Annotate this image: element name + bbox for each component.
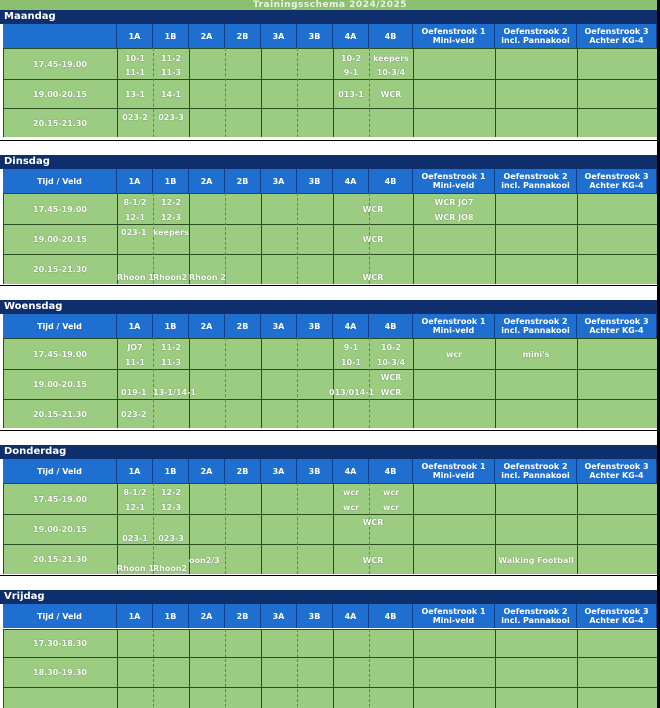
header-field-3b: 3B [297, 314, 333, 338]
donderdag-row1-block7[interactable] [577, 514, 657, 544]
cell-1a: 023-1 [121, 228, 147, 237]
cell-4b: WCR [380, 90, 402, 99]
gap-4 [0, 575, 660, 591]
header-oefenstrook-2-line1: Oefenstrook 2 [503, 607, 568, 616]
cell-1a: 11-1 [124, 68, 146, 77]
cell-4ab: WCR [362, 273, 384, 282]
header-oefenstrook-2 [495, 604, 577, 628]
header-field-3a: 3A [261, 604, 297, 628]
cell-1b: 13-1/14-1 [153, 388, 196, 397]
cell-oef2: mini's [522, 350, 550, 359]
header-oefenstrook-1-line1: Oefenstrook 1 [421, 462, 486, 471]
vrijdag-row1-block5[interactable] [413, 657, 495, 687]
cell-1a: 8-1/2 [123, 198, 147, 207]
header-oefenstrook-1-line1: Oefenstrook 1 [421, 27, 486, 36]
gap-2 [0, 285, 660, 301]
header-field-2a: 2A [189, 314, 225, 338]
header-oefenstrook-3 [577, 459, 657, 483]
woensdag-divider [297, 338, 298, 428]
header-oefenstrook-3-line1: Oefenstrook 3 [584, 462, 649, 471]
dinsdag-row1-block5[interactable] [413, 224, 495, 254]
header-oefenstrook-3-line2: Achter KG-4 [589, 616, 644, 625]
header-tijd-veld [3, 24, 117, 48]
woensdag-row1-block7[interactable] [577, 369, 657, 399]
header-tijd-veld: Tijd / Veld [3, 314, 117, 338]
header-field-3a: 3A [261, 24, 297, 48]
time-slot-0: 17.45-19.00 [33, 494, 87, 504]
header-field-3b: 3B [297, 169, 333, 193]
header-field-3b: 3B [297, 459, 333, 483]
maandag-row1-block7[interactable] [577, 79, 657, 108]
header-field-4b: 4B [369, 169, 413, 193]
header-oefenstrook-3 [577, 169, 657, 193]
cell-1a: 023-2 [121, 410, 147, 419]
header-field-1a: 1A [117, 314, 153, 338]
header-oefenstrook-3 [577, 604, 657, 628]
day-header-maandag: Maandag [0, 10, 660, 24]
woensdag-row2-block6[interactable] [495, 399, 577, 428]
time-slot-1: 19.00-20.15 [33, 235, 87, 244]
header-field-2b: 2B [225, 604, 261, 628]
cell-4ab: WCR [362, 518, 384, 527]
donderdag-row1-block5[interactable] [413, 514, 495, 544]
cell-4b: keepers [373, 54, 409, 63]
woensdag-row1-block6[interactable] [495, 369, 577, 399]
header-oefenstrook-1-line2: Mini-veld [432, 36, 475, 45]
cell-1b: 023-3 [158, 534, 184, 543]
header-oefenstrook-1 [413, 24, 495, 48]
maandag-row1-block5[interactable] [413, 79, 495, 108]
header-oefenstrook-3-line2: Achter KG-4 [589, 326, 644, 335]
maandag-row2-block5[interactable] [413, 108, 495, 137]
cell-4a: 9-1 [343, 68, 359, 77]
cell-4a: 013/014-1 [329, 388, 375, 397]
header-tijd-veld: Tijd / Veld [3, 169, 117, 193]
cell-1a: JO7 [127, 343, 143, 352]
header-field-4b: 4B [369, 314, 413, 338]
header-field-4b: 4B [369, 24, 413, 48]
header-oefenstrook-2 [495, 24, 577, 48]
header-field-3a: 3A [261, 459, 297, 483]
cell-1b: 023-3 [158, 113, 184, 122]
cell-1a: 12-1 [124, 503, 146, 512]
vrijdag-row1-block6[interactable] [495, 657, 577, 687]
woensdag-row0-block7[interactable] [577, 338, 657, 369]
cell-4b: WCR [380, 388, 402, 397]
cell-4ab: WCR [362, 556, 384, 565]
dinsdag-row2-block6[interactable] [495, 254, 577, 284]
cell-1b: Rhoon2 [153, 273, 188, 282]
cell-4a: 10-1 [340, 358, 362, 367]
header-field-1b: 1B [153, 459, 189, 483]
time-slot-0: 17.45-19.00 [33, 59, 87, 69]
maandag-row0-block7[interactable] [577, 48, 657, 79]
gap-1 [0, 140, 660, 156]
header-field-2a: 2A [189, 604, 225, 628]
vrijdag-divider [369, 629, 370, 708]
header-oefenstrook-3-line2: Achter KG-4 [589, 36, 644, 45]
donderdag-row0-block7[interactable] [577, 483, 657, 514]
cell-4b: 10-3/4 [376, 358, 406, 367]
woensdag-row2-block7[interactable] [577, 399, 657, 428]
cell-1b: keepers [153, 228, 189, 237]
header-tijd-veld: Tijd / Veld [3, 604, 117, 628]
time-slot-0: 17.45-19.00 [33, 204, 87, 214]
cell-4b: 10-2 [380, 343, 402, 352]
donderdag-row0-block6[interactable] [495, 483, 577, 514]
header-field-3a: 3A [261, 169, 297, 193]
header-oefenstrook-1-line1: Oefenstrook 1 [421, 317, 486, 326]
cell-4ab: WCR [362, 205, 384, 214]
vrijdag-divider [297, 629, 298, 708]
header-oefenstrook-2-line2: incl. Pannakooi [501, 326, 570, 335]
header-oefenstrook-3-line1: Oefenstrook 3 [584, 607, 649, 616]
header-oefenstrook-2-line2: incl. Pannakooi [501, 616, 570, 625]
time-slot-1: 19.00-20.15 [33, 89, 87, 99]
cell-1a: Rhoon 1 [117, 564, 154, 573]
cell-1a: 11-1 [124, 358, 146, 367]
header-oefenstrook-3-line1: Oefenstrook 3 [584, 317, 649, 326]
header-oefenstrook-2-line1: Oefenstrook 2 [503, 172, 568, 181]
donderdag-divider [225, 483, 226, 574]
header-field-2b: 2B [225, 459, 261, 483]
header-oefenstrook-3-line2: Achter KG-4 [589, 181, 644, 190]
header-oefenstrook-1-line2: Mini-veld [432, 471, 475, 480]
cell-1b: 12-2 [160, 198, 182, 207]
cell-2a: Rhoon 2 [189, 273, 226, 282]
header-oefenstrook-2 [495, 169, 577, 193]
header-field-1a: 1A [117, 459, 153, 483]
time-slot-1: 19.00-20.15 [33, 380, 87, 389]
dinsdag-row1-block7[interactable] [577, 224, 657, 254]
cell-oef1: WCR JO7 [434, 198, 474, 207]
day-header-dinsdag: Dinsdag [0, 155, 660, 169]
cell-4b: wcr [382, 488, 400, 497]
time-slot-0: 17.45-19.00 [33, 349, 87, 359]
header-field-2b: 2B [225, 169, 261, 193]
vrijdag-row2-block7[interactable] [577, 687, 657, 708]
cell-oef2: Walking Football [498, 556, 574, 565]
cell-2a: oon2/3 [189, 556, 220, 565]
cell-1b: 14-1 [160, 90, 182, 99]
header-field-2a: 2A [189, 459, 225, 483]
cell-1b: 11-2 [160, 54, 182, 63]
header-field-1a: 1A [117, 24, 153, 48]
cell-4a: 10-2 [340, 54, 362, 63]
dinsdag-row2-block7[interactable] [577, 254, 657, 284]
maandag-row2-block4[interactable] [333, 108, 413, 137]
cell-4a: 013-1 [338, 90, 364, 99]
cell-4b: WCR [380, 373, 402, 382]
cell-1a: 10-1 [124, 54, 146, 63]
header-oefenstrook-3-line1: Oefenstrook 3 [584, 27, 649, 36]
header-field-4a: 4A [333, 604, 369, 628]
vrijdag-row0-block4[interactable] [333, 629, 413, 657]
header-oefenstrook-2-line2: incl. Pannakooi [501, 36, 570, 45]
vrijdag-row2-block4[interactable] [333, 687, 413, 708]
cell-4a: 9-1 [343, 343, 359, 352]
cell-1b: 12-2 [160, 488, 182, 497]
woensdag-row2-block5[interactable] [413, 399, 495, 428]
header-field-3b: 3B [297, 604, 333, 628]
dinsdag-divider [225, 193, 226, 284]
cell-1a: 023-1 [122, 534, 148, 543]
cell-1a: 019-1 [121, 388, 147, 397]
donderdag-divider [297, 483, 298, 574]
header-oefenstrook-1 [413, 314, 495, 338]
cell-4a: wcr [342, 488, 360, 497]
dinsdag-row0-block6[interactable] [495, 193, 577, 224]
cell-4b: 10-3/4 [376, 68, 406, 77]
vrijdag-divider [225, 629, 226, 708]
cell-1b: 11-3 [160, 68, 182, 77]
day-header-donderdag: Donderdag [0, 445, 660, 459]
donderdag-row2-block5[interactable] [413, 544, 495, 574]
header-oefenstrook-3-line2: Achter KG-4 [589, 471, 644, 480]
header-oefenstrook-2 [495, 459, 577, 483]
header-field-4a: 4A [333, 314, 369, 338]
maandag-row2-block6[interactable] [495, 108, 577, 137]
day-header-woensdag: Woensdag [0, 300, 660, 314]
header-oefenstrook-1 [413, 459, 495, 483]
header-oefenstrook-3-line1: Oefenstrook 3 [584, 172, 649, 181]
cell-1a: 12-1 [124, 213, 146, 222]
header-oefenstrook-1 [413, 169, 495, 193]
dinsdag-row2-block5[interactable] [413, 254, 495, 284]
cell-1b: 11-3 [160, 358, 182, 367]
cell-4a: wcr [342, 503, 360, 512]
header-field-1a: 1A [117, 604, 153, 628]
header-oefenstrook-1-line2: Mini-veld [432, 326, 475, 335]
cell-1b: 12-3 [160, 213, 182, 222]
cell-4b: wcr [382, 503, 400, 512]
cell-1a: Rhoon 1 [117, 273, 154, 282]
header-oefenstrook-2-line2: incl. Pannakooi [501, 471, 570, 480]
cell-1b: 12-3 [160, 503, 182, 512]
header-field-3a: 3A [261, 314, 297, 338]
dinsdag-row1-block6[interactable] [495, 224, 577, 254]
vrijdag-row0-block6[interactable] [495, 629, 577, 657]
day-header-vrijdag: Vrijdag [0, 590, 660, 604]
time-slot-2: 20.15-21.30 [33, 555, 87, 564]
header-field-4a: 4A [333, 459, 369, 483]
woensdag-row1-block5[interactable] [413, 369, 495, 399]
maandag-row1-block6[interactable] [495, 79, 577, 108]
header-field-1b: 1B [153, 24, 189, 48]
header-oefenstrook-1-line1: Oefenstrook 1 [421, 172, 486, 181]
header-oefenstrook-2 [495, 314, 577, 338]
vrijdag-row2-block6[interactable] [495, 687, 577, 708]
donderdag-row0-block5[interactable] [413, 483, 495, 514]
header-field-1b: 1B [153, 314, 189, 338]
time-slot-2: 20.15-21.30 [33, 265, 87, 274]
dinsdag-divider [297, 193, 298, 284]
header-field-2b: 2B [225, 314, 261, 338]
header-oefenstrook-3 [577, 24, 657, 48]
header-field-4b: 4B [369, 604, 413, 628]
header-field-1b: 1B [153, 604, 189, 628]
time-slot-0: 17.30-18.30 [33, 639, 87, 648]
header-oefenstrook-2-line2: incl. Pannakooi [501, 181, 570, 190]
maandag-row0-block6[interactable] [495, 48, 577, 79]
vrijdag-row0-block5[interactable] [413, 629, 495, 657]
cell-4ab: WCR [362, 235, 384, 244]
cell-1a: 023-2 [122, 113, 148, 122]
donderdag-row1-block6[interactable] [495, 514, 577, 544]
header-field-2a: 2A [189, 24, 225, 48]
time-slot-2: 20.15-21.30 [33, 409, 87, 419]
cell-1a: 8-1/2 [123, 488, 147, 497]
time-slot-2: 20.15-21.30 [33, 118, 87, 128]
dinsdag-row0-block7[interactable] [577, 193, 657, 224]
header-field-1b: 1B [153, 169, 189, 193]
header-oefenstrook-1-line1: Oefenstrook 1 [421, 607, 486, 616]
gap-3 [0, 430, 660, 446]
header-field-1a: 1A [117, 169, 153, 193]
header-tijd-veld: Tijd / Veld [3, 459, 117, 483]
header-oefenstrook-2-line1: Oefenstrook 2 [503, 317, 568, 326]
vrijdag-row2-block5[interactable] [413, 687, 495, 708]
header-oefenstrook-3 [577, 314, 657, 338]
donderdag-row2-block7[interactable] [577, 544, 657, 574]
cell-1b: Rhoon2 [153, 564, 188, 573]
vrijdag-divider [153, 629, 154, 708]
header-oefenstrook-2-line1: Oefenstrook 2 [503, 27, 568, 36]
woensdag-row2-block4[interactable] [333, 399, 413, 428]
header-oefenstrook-1-line2: Mini-veld [432, 181, 475, 190]
time-slot-1: 18.30-19.30 [33, 668, 87, 677]
maandag-row2-block7[interactable] [577, 108, 657, 137]
header-field-3b: 3B [297, 24, 333, 48]
maandag-divider [297, 48, 298, 137]
header-oefenstrook-1-line2: Mini-veld [432, 616, 475, 625]
vrijdag-row0-block7[interactable] [577, 629, 657, 657]
vrijdag-row1-block7[interactable] [577, 657, 657, 687]
cell-1a: 13-1 [124, 90, 146, 99]
cell-oef1: wcr [445, 350, 463, 359]
header-field-4a: 4A [333, 169, 369, 193]
header-field-2b: 2B [225, 24, 261, 48]
header-oefenstrook-1 [413, 604, 495, 628]
woensdag-divider [225, 338, 226, 428]
vrijdag-row2-block0[interactable] [3, 687, 117, 708]
header-field-4a: 4A [333, 24, 369, 48]
header-oefenstrook-2-line1: Oefenstrook 2 [503, 462, 568, 471]
header-field-2a: 2A [189, 169, 225, 193]
sheet-title: Trainingsschema 2024/2025 [0, 0, 660, 10]
cell-1b: 11-2 [160, 343, 182, 352]
time-slot-1: 19.00-20.15 [33, 525, 87, 534]
vrijdag-row1-block4[interactable] [333, 657, 413, 687]
maandag-divider [225, 48, 226, 137]
header-field-4b: 4B [369, 459, 413, 483]
maandag-row0-block5[interactable] [413, 48, 495, 79]
cell-oef1: WCR JO8 [434, 213, 474, 222]
